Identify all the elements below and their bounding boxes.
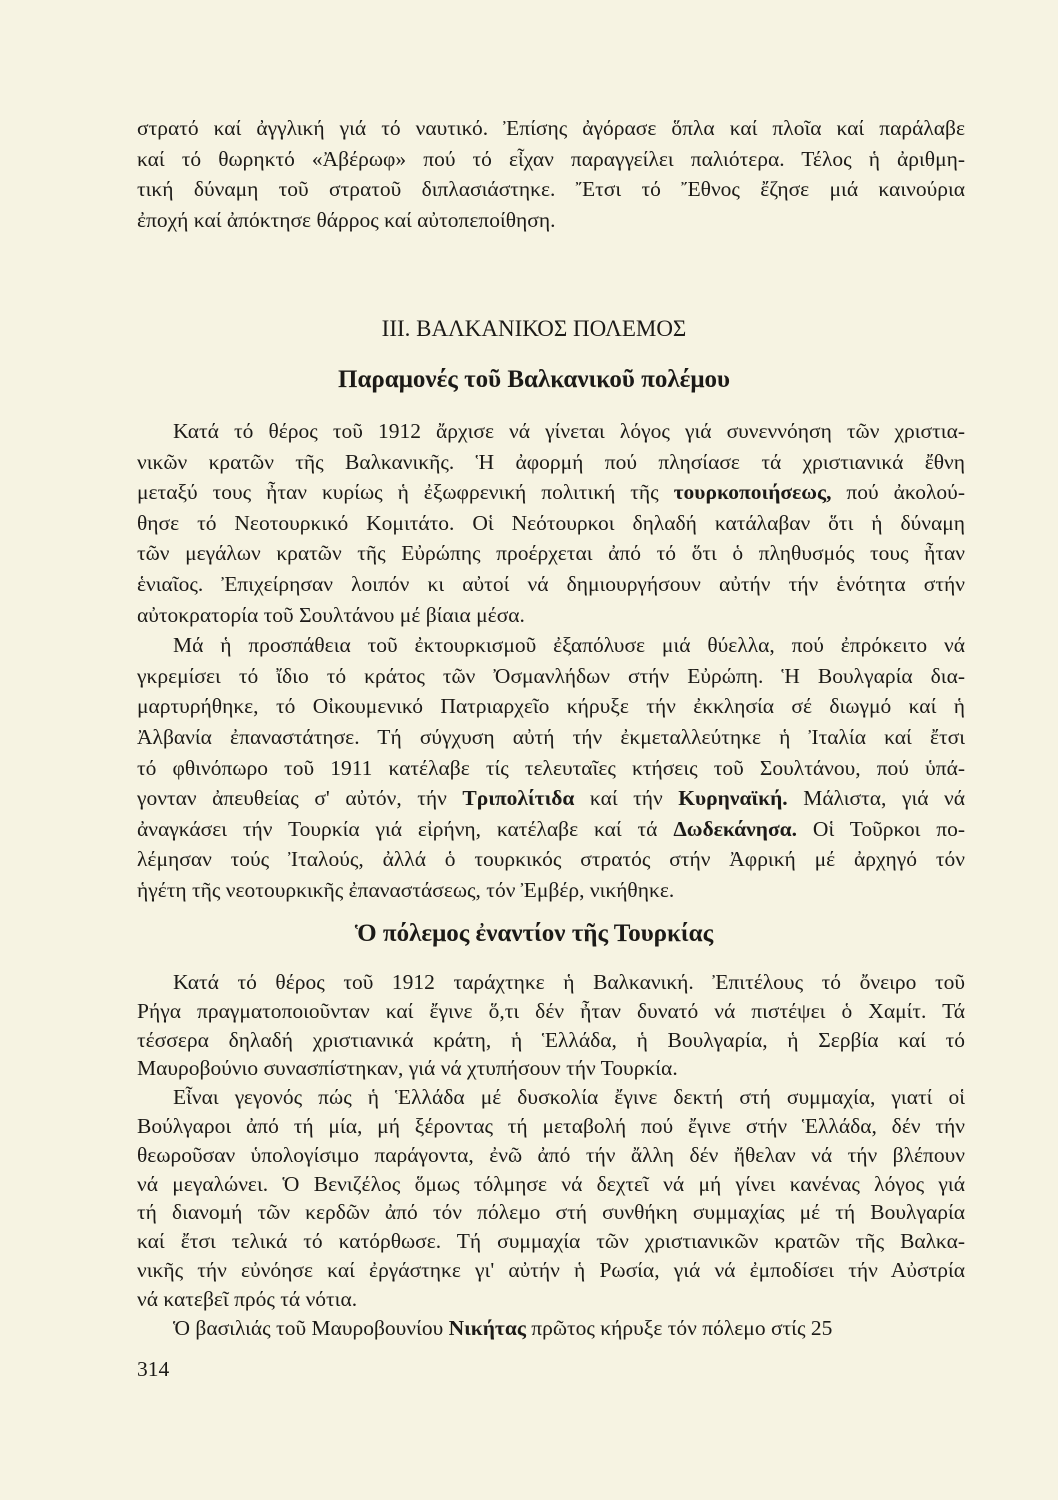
text-run: Μά ἡ προσπάθεια τοῦ ἐκτουρκισμοῦ ἐξαπόλυσε μιά θύελλα, πού ἐπρόκειτο νά xyxy=(173,633,965,658)
text-run: ἡγέτη τῆς νεοτουρκικῆς ἐπαναστάσεως, τόν Ἐμβέρ, νικήθηκε. xyxy=(137,877,675,902)
text-line xyxy=(137,508,965,539)
text-run: μαρτυρήθηκε, τό Οἰκουμενικό Πατριαρχεῖο κήρυξε τήν ἐκκλησία σέ διωγμό καί ἡ xyxy=(137,694,965,719)
text-run: Μάλιστα, γιά νά xyxy=(787,786,966,811)
text-line xyxy=(137,1112,965,1141)
text-run: Μαυροβούνιο συνασπίστηκαν, γιά νά χτυπήσουν τήν Τουρκία. xyxy=(137,1056,678,1081)
text-line xyxy=(137,1026,965,1055)
text-run: γκρεμίσει τό ἴδιο τό κράτος τῶν Ὀσμανλήδων στήν Εὐρώπη. Ἡ Βουλγαρία δια- xyxy=(137,663,965,688)
text-run: Ρήγα πραγματοποιοῦνταν καί ἔγινε ὅ,τι δέν ἦταν δυνατό νά πιστέψει ὁ Χαμίτ. Τά xyxy=(137,998,965,1023)
section-war-text xyxy=(137,968,965,1342)
text-line xyxy=(137,600,965,631)
bold-term: Τριπολίτιδα xyxy=(462,786,575,811)
text-run: ἑνιαῖος. Ἐπιχείρησαν λοιπόν κι αὐτοί νά δημιουργήσουν αὐτήν τήν ἑνότητα στήν xyxy=(137,571,965,596)
text-run: Ἀλβανία ἐπαναστάτησε. Τή σύγχυση αὐτή τήν ἐκμεταλλεύτηκε ἡ Ἰταλία καί ἔτσι xyxy=(137,724,965,749)
text-line xyxy=(137,1285,965,1314)
text-line xyxy=(137,477,965,508)
text-run: τῶν μεγάλων κρατῶν τῆς Εὐρώπης προέρχεται ἀπό τό ὅτι ὁ πληθυσμός τους ἦταν xyxy=(137,541,965,566)
bold-term: τουρκοποιήσεως, xyxy=(673,480,832,505)
bold-term: Κυρηναϊκή. xyxy=(678,786,788,811)
text-line xyxy=(137,1198,965,1227)
text-line xyxy=(137,1083,965,1112)
text-line xyxy=(137,569,965,600)
text-line xyxy=(137,538,965,569)
text-run: θεωροῦσαν ὑπολογίσιμο παράγοντα, ἐνῶ ἀπό τήν ἄλλη δέν ἤθελαν νά τήν βλέπουν xyxy=(137,1142,965,1167)
text-run: Βούλγαροι ἀπό τή μία, μή ξέροντας τή μεταβολή πού ἔγινε στήν Ἑλλάδα, δέν τήν xyxy=(137,1113,965,1138)
text-line xyxy=(137,113,965,144)
text-line xyxy=(137,630,965,661)
page-number: 314 xyxy=(137,1357,170,1381)
text-line xyxy=(137,844,965,875)
text-run: ἀναγκάσει τήν Τουρκία γιά εἰρήνη, κατέλαβε καί τά xyxy=(137,816,674,841)
text-line xyxy=(137,814,965,845)
text-line xyxy=(137,753,965,784)
text-line xyxy=(137,875,965,906)
text-run: θησε τό Νεοτουρκικό Κομιτάτο. Οἱ Νεότουρκοι δηλαδή κατάλαβαν ὅτι ἡ δύναμη xyxy=(137,510,965,535)
text-line xyxy=(137,416,965,447)
text-run: Εἶναι γεγονός πώς ἡ Ἑλλάδα μέ δυσκολία ἔγινε δεκτή στή συμμαχία, γιατί οἱ xyxy=(173,1085,965,1110)
text-run: Κατά τό θέρος τοῦ 1912 ἄρχισε νά γίνεται λόγος γιά συνεννόηση τῶν χριστια- xyxy=(173,419,965,443)
text-run: τέσσερα δηλαδή χριστιανικά κράτη, ἡ Ἑλλάδα, ἡ Βουλγαρία, ἡ Σερβία καί τό xyxy=(137,1027,965,1052)
text-line xyxy=(137,968,965,997)
text-line xyxy=(137,1054,965,1083)
text-run: τή διανομή τῶν κερδῶν ἀπό τόν πόλεμο στή συνθήκη συμμαχίας μέ τή Βουλγαρία xyxy=(137,1200,965,1225)
text-run: ἐποχή καί ἀπόκτησε θάρρος καί αὐτοπεποίθηση. xyxy=(137,207,556,232)
text-run: Κατά τό θέρος τοῦ 1912 ταράχτηκε ἡ Βαλκανική. Ἐπιτέλους τό ὄνειρο τοῦ xyxy=(173,970,965,994)
text-line xyxy=(137,447,965,478)
text-run: καί ἔτσι τελικά τό κατόρθωσε. Τή συμμαχία τῶν χριστιανικῶν κρατῶν τῆς Βαλκα- xyxy=(137,1229,965,1254)
text-run: αὐτοκρατορία τοῦ Σουλτάνου μέ βίαια μέσα. xyxy=(137,602,525,627)
text-run: καί τήν xyxy=(574,786,679,811)
section-title-war: Ὁ πόλεμος ἐναντίον τῆς Τουρκίας xyxy=(354,920,714,947)
text-run: Ὁ βασιλιάς τοῦ Μαυροβουνίου xyxy=(173,1315,449,1340)
bold-term: Νικήτας xyxy=(448,1315,526,1340)
text-run: τική δύναμη τοῦ στρατοῦ διπλασιάστηκε. Ἔτσι τό Ἔθνος ἔζησε μιά καινούρια xyxy=(137,177,965,202)
top-text xyxy=(137,113,965,235)
text-line xyxy=(137,1141,965,1170)
chapter-title: III. ΒΑΛΚΑΝΙΚΟΣ ΠΟΛΕΜΟΣ xyxy=(381,316,687,341)
text-run: καί τό θωρηκτό «Ἀβέρωφ» πού τό εἶχαν παραγγείλει παλιότερα. Τέλος ἡ ἀριθμη- xyxy=(137,146,965,171)
text-line xyxy=(137,205,965,236)
text-run: νικῆς τήν εὐνόησε καί ἐργάστηκε γι' αὐτήν ἡ Ρωσία, γιά νά ἐμποδίσει τήν Αὐστρία xyxy=(137,1257,965,1282)
section-prelude-text xyxy=(137,416,965,906)
text-line xyxy=(137,1170,965,1199)
text-line xyxy=(137,997,965,1026)
text-line xyxy=(137,722,965,753)
text-line xyxy=(137,174,965,205)
text-line xyxy=(137,661,965,692)
text-line xyxy=(137,1227,965,1256)
text-line xyxy=(137,783,965,814)
text-run: λέμησαν τούς Ἰταλούς, ἀλλά ὁ τουρκικός στρατός στήν Ἀφρική μέ ἀρχηγό τόν xyxy=(137,847,965,872)
text-run: νά μεγαλώνει. Ὁ Βενιζέλος ὅμως τόλμησε νά δεχτεῖ νά μή γίνει κανένας λόγος γιά xyxy=(137,1171,965,1196)
section-title-prelude: Παραμονές τοῦ Βαλκανικοῦ πολέμου xyxy=(338,366,730,393)
text-run: Οἱ Τοῦρκοι πο- xyxy=(797,816,965,841)
text-run: πού ἀκολού- xyxy=(831,480,965,505)
text-run: γονταν ἀπευθείας σ' αὐτόν, τήν xyxy=(137,786,463,811)
text-run: τό φθινόπωρο τοῦ 1911 κατέλαβε τίς τελευταῖες κτήσεις τοῦ Σουλτάνου, πού ὑπά- xyxy=(137,755,965,780)
text-run: μεταξύ τους ἦταν κυρίως ἡ ἐξωφρενική πολιτική τῆς xyxy=(137,480,674,505)
text-run: στρατό καί ἀγγλική γιά τό ναυτικό. Ἐπίσης ἀγόρασε ὅπλα καί πλοῖα καί παράλαβε xyxy=(137,116,965,140)
text-run: πρῶτος κήρυξε τόν πόλεμο στίς 25 xyxy=(525,1315,833,1340)
text-line xyxy=(137,144,965,175)
text-line xyxy=(137,1314,965,1343)
text-run: νά κατεβεῖ πρός τά νότια. xyxy=(137,1286,358,1311)
text-line xyxy=(137,691,965,722)
bold-term: Δωδεκάνησα. xyxy=(673,816,798,841)
text-line xyxy=(137,1256,965,1285)
text-run: νικῶν κρατῶν τῆς Βαλκανικῆς. Ἡ ἀφορμή πού πλησίασε τά χριστιανικά ἔθνη xyxy=(137,449,965,474)
